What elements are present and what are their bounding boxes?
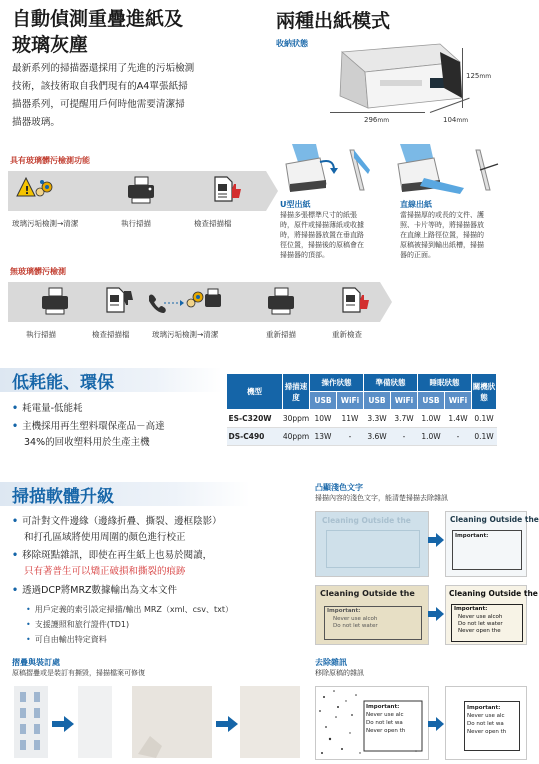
bullet-dot: • bbox=[12, 516, 19, 527]
noise-text-block bbox=[366, 703, 405, 735]
dim-depth bbox=[443, 116, 468, 124]
binder-holes-before bbox=[14, 686, 48, 758]
flow2-label: 檢查掃描檔 bbox=[92, 330, 130, 339]
flow2-band-arrow bbox=[380, 282, 392, 322]
table-row bbox=[227, 428, 497, 446]
th-wifi: WiFi bbox=[445, 392, 472, 410]
software-bullet-text: 可計對文件邊緣（邊緣折疊、撕裂、邊框陰影） bbox=[22, 516, 222, 527]
scanner-icon bbox=[38, 286, 68, 316]
eco-title: 低耗能、環保 bbox=[12, 373, 114, 393]
sub-item: • 可自由輸出特定資料 bbox=[26, 635, 107, 644]
noise-line: Never use alc bbox=[366, 712, 404, 718]
dim-depth-value: 104 bbox=[443, 116, 457, 124]
cell-off: 0.1W bbox=[472, 428, 497, 446]
bullet-dot: • bbox=[12, 585, 19, 596]
flow1-label: 玻璃污垢檢測→清潔 bbox=[12, 219, 79, 228]
dim-height-unit: mm bbox=[479, 73, 492, 80]
call-support-icon bbox=[146, 290, 176, 320]
software-bullet-text: 透過DCP將MRZ數據輸出為文本文件 bbox=[22, 585, 178, 596]
binder-holes-after bbox=[78, 686, 112, 758]
svg-text:!: ! bbox=[24, 184, 30, 197]
important-label: Important: bbox=[454, 606, 488, 612]
emboss-line: Never use alcoh bbox=[333, 616, 378, 622]
title-auto-detect-line1: 自動偵測重疊進紙及 bbox=[12, 8, 184, 30]
sub-item: • 支援護照和旅行證件(TD1) bbox=[26, 620, 130, 629]
noise-line: Never use alc bbox=[467, 713, 505, 719]
emboss-doc-title: Cleaning Outside the bbox=[450, 515, 539, 524]
flow1-heading: 具有玻璃髒污檢測功能 bbox=[10, 156, 90, 165]
title-auto-detect-line2: 玻璃灰塵 bbox=[12, 34, 89, 56]
u-desc-line: 時，原件或掃描薄紙或收據 bbox=[280, 221, 364, 229]
flow2-label: 重新掃描 bbox=[266, 330, 296, 339]
eco-bullet-text: 主機採用再生塑料環保產品－高達 bbox=[22, 421, 165, 432]
arrow-right-icon bbox=[216, 716, 238, 736]
important-label: Important: bbox=[467, 705, 501, 711]
bullet-dot: • bbox=[12, 550, 19, 561]
storage-state-label: 收納狀態 bbox=[276, 39, 308, 48]
scanner-product-image bbox=[320, 42, 500, 128]
software-bullet bbox=[12, 583, 177, 598]
software-bullet bbox=[12, 548, 212, 563]
cell-off: 0.1W bbox=[472, 410, 497, 428]
software-bullet-highlight: 只有著普生可以矯正破損和撕裂的痕跡 bbox=[24, 566, 186, 577]
th-usb: USB bbox=[364, 392, 391, 410]
dim-line-width bbox=[330, 112, 425, 113]
cell-op-usb: 13W bbox=[310, 428, 337, 446]
noise-line: Do not let wa bbox=[366, 720, 403, 726]
emboss-doc-title: Cleaning Outside the bbox=[320, 589, 415, 598]
cell-model: DS-C490 bbox=[227, 428, 283, 446]
document-thumbs-up-icon bbox=[212, 175, 242, 205]
intro-paragraph bbox=[12, 60, 194, 132]
cell-ready-wifi: - bbox=[391, 428, 418, 446]
th-wifi: WiFi bbox=[391, 392, 418, 410]
cell-ready-wifi: 3.7W bbox=[391, 410, 418, 428]
intro-line: 描器系列，可提醒用戶何時他需要清潔掃 bbox=[12, 99, 185, 110]
intro-line: 最新系列的掃描器還採用了先進的污垢檢測 bbox=[12, 63, 195, 74]
eco-bullet-text: 耗電量-低能耗 bbox=[22, 403, 83, 414]
u-desc-line: 徑位置，掃描後的原稿會在 bbox=[280, 241, 364, 249]
scanner-icon bbox=[124, 175, 154, 205]
bullet-dot: • bbox=[12, 421, 19, 432]
s-desc-line: 在直線上路徑位置，掃描的 bbox=[400, 231, 484, 239]
cell-op-usb: 10W bbox=[310, 410, 337, 428]
flow2-label: 重新檢查 bbox=[332, 330, 362, 339]
th-sleep: 睡眠狀態 bbox=[418, 374, 472, 392]
emboss-title: 凸顯淺色文字 bbox=[315, 483, 363, 492]
torn-paper-after bbox=[240, 686, 300, 758]
cell-speed: 30ppm bbox=[283, 410, 310, 428]
fold-title: 摺疊與裝訂處 bbox=[12, 658, 60, 667]
intro-line: 技術，該技術取自我們現有的A4單張紙掃 bbox=[12, 81, 188, 92]
th-op: 操作狀態 bbox=[310, 374, 364, 392]
cell-ready-usb: 3.3W bbox=[364, 410, 391, 428]
denoise-title: 去除雜訊 bbox=[315, 658, 347, 667]
arrow-right-icon bbox=[428, 606, 444, 625]
important-label: Important: bbox=[455, 533, 489, 539]
sub-item-text: 用戶定義的索引設定掃描/輸出 MRZ（xml、csv、txt） bbox=[34, 605, 233, 614]
cell-sleep-wifi: - bbox=[445, 428, 472, 446]
flow2-label: 玻璃污垢檢測→清潔 bbox=[152, 330, 219, 339]
important-label: Important: bbox=[327, 608, 361, 614]
straight-path-desc bbox=[400, 210, 484, 260]
u-desc-line: 時，將掃描器放置在垂直路 bbox=[280, 231, 364, 239]
denoise-desc: 移除原稿的雜訊 bbox=[315, 669, 364, 677]
emboss-line: Never open the bbox=[458, 628, 501, 634]
dim-height-value: 125 bbox=[466, 72, 480, 80]
dim-width-unit: mm bbox=[377, 117, 390, 124]
s-desc-line: 原稿被掃到輸出紙槽，掃描 bbox=[400, 241, 484, 249]
straight-path-title: 直線出紙 bbox=[400, 200, 432, 209]
th-usb: USB bbox=[310, 392, 337, 410]
software-sub-list bbox=[26, 602, 233, 647]
flow1-label: 執行掃描 bbox=[121, 219, 151, 228]
important-label: Important: bbox=[366, 704, 400, 710]
emboss-doc-title: Cleaning Outside the bbox=[449, 589, 538, 598]
title-output-modes: 兩種出紙模式 bbox=[276, 10, 391, 32]
noise-line: Never open th bbox=[467, 729, 507, 735]
document-thumbs-down-icon bbox=[104, 286, 134, 316]
u-path-title: U型出紙 bbox=[280, 200, 311, 209]
emboss-faded-box bbox=[326, 530, 420, 568]
bullet-dot: • bbox=[12, 403, 19, 414]
emboss-box bbox=[452, 530, 522, 570]
software-bullet-text: 移除斑點雜訊，即使在再生紙上也易於閱讀， bbox=[22, 550, 213, 561]
straight-path-illustration bbox=[394, 140, 506, 200]
emboss-after-bottom bbox=[445, 585, 538, 645]
warning-dirt-icon bbox=[185, 286, 215, 316]
emboss-line: Never use alcoh bbox=[458, 614, 503, 620]
emboss-after-top bbox=[445, 511, 539, 577]
warning-dirt-icon bbox=[16, 175, 46, 205]
u-path-illustration bbox=[280, 140, 388, 200]
software-title: 掃描軟體升級 bbox=[12, 487, 114, 507]
dim-height bbox=[466, 72, 491, 80]
noise-line: Never open th bbox=[366, 728, 406, 734]
software-bullet bbox=[12, 514, 222, 529]
th-usb: USB bbox=[418, 392, 445, 410]
fold-desc: 原稿摺疊或是裝訂有撕毀，掃描檔案可修復 bbox=[12, 669, 145, 677]
eco-bullet bbox=[12, 419, 165, 434]
u-path-desc bbox=[280, 210, 364, 260]
arrow-right-icon bbox=[428, 532, 444, 551]
emboss-box bbox=[324, 606, 422, 640]
th-ready: 準備狀態 bbox=[364, 374, 418, 392]
dim-width bbox=[364, 116, 389, 124]
emboss-line: Do not let water bbox=[333, 623, 378, 629]
eco-bullet bbox=[12, 401, 83, 416]
table-row bbox=[227, 410, 497, 428]
cell-model: ES-C320W bbox=[227, 410, 283, 428]
eco-bullet-cont: 34%的回收塑料用於生產主機 bbox=[24, 437, 150, 448]
document-thumbs-up-icon bbox=[340, 286, 370, 316]
th-off: 關機狀態 bbox=[472, 374, 497, 410]
s-desc-line: 當掃描厚的或長的文件、護 bbox=[400, 211, 484, 219]
emboss-box bbox=[451, 604, 523, 642]
software-bullet-cont: 和打孔區域將使用周圍的顏色進行校正 bbox=[24, 532, 186, 543]
s-desc-line: 照、卡片等時，將掃描器放 bbox=[400, 221, 484, 229]
noise-line: Do not let wa bbox=[467, 721, 504, 727]
noise-after bbox=[445, 686, 527, 760]
clean-box bbox=[464, 701, 520, 751]
th-speed: 掃描速度 bbox=[283, 374, 310, 410]
arrow-right-icon bbox=[428, 716, 444, 735]
cell-sleep-usb: 1.0W bbox=[418, 410, 445, 428]
scanner-icon bbox=[264, 286, 294, 316]
flow2-heading: 無玻璃髒污檢測 bbox=[10, 267, 66, 276]
sub-item-text: 可自由輸出特定資料 bbox=[34, 635, 107, 644]
cell-sleep-usb: 1.0W bbox=[418, 428, 445, 446]
sub-item: • 用戶定義的索引設定掃描/輸出 MRZ（xml、csv、txt） bbox=[26, 605, 233, 614]
th-wifi: WiFi bbox=[337, 392, 364, 410]
emboss-before-top bbox=[315, 511, 429, 577]
power-spec-table bbox=[226, 373, 497, 446]
noise-before bbox=[315, 686, 429, 760]
th-model: 機型 bbox=[227, 374, 283, 410]
u-desc-line: 掃描多張標準尺寸的紙張 bbox=[280, 211, 357, 219]
emboss-line: Do not let water bbox=[458, 621, 503, 627]
sub-item-text: 支援護照和旅行證件(TD1) bbox=[34, 620, 130, 629]
cell-op-wifi: 11W bbox=[337, 410, 364, 428]
intro-line: 描器玻璃。 bbox=[12, 117, 60, 128]
cell-speed: 40ppm bbox=[283, 428, 310, 446]
torn-paper-before bbox=[132, 686, 212, 758]
flow2-label: 執行掃描 bbox=[26, 330, 56, 339]
dim-width-value: 296 bbox=[364, 116, 378, 124]
emboss-before-bottom bbox=[315, 585, 429, 645]
cell-op-wifi: - bbox=[337, 428, 364, 446]
dim-depth-unit: mm bbox=[456, 117, 469, 124]
flow1-label: 檢查掃描檔 bbox=[194, 219, 232, 228]
emboss-desc: 掃描內容的淺色文字，能清楚掃描去除雜訊 bbox=[315, 494, 448, 502]
s-desc-line: 器的正面。 bbox=[400, 251, 435, 259]
arrow-right-icon bbox=[52, 716, 74, 736]
emboss-doc-title-faded: Cleaning Outside the bbox=[322, 516, 411, 525]
cell-sleep-wifi: 1.4W bbox=[445, 410, 472, 428]
u-desc-line: 掃描器的頂部。 bbox=[280, 251, 329, 259]
cell-ready-usb: 3.6W bbox=[364, 428, 391, 446]
